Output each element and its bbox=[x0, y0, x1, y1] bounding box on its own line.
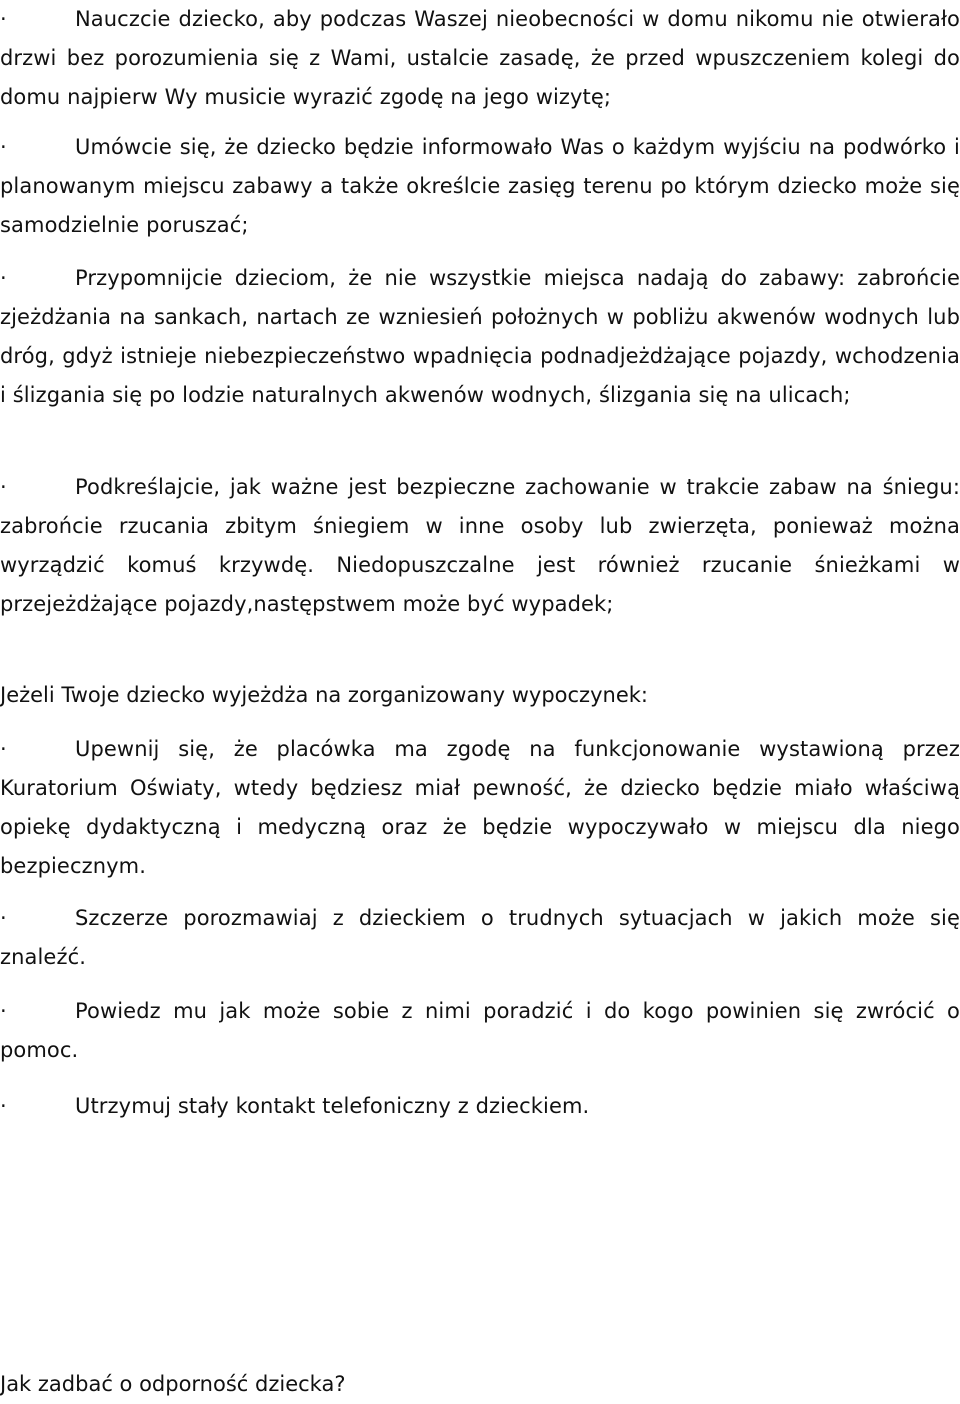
safety-rule-play-places bbox=[0, 259, 960, 415]
camp-item-talk bbox=[0, 899, 960, 977]
camp-item-license bbox=[0, 730, 960, 886]
rule-text: Przypomnijcie dzieciom, że nie wszystkie miejsca nadają do zabawy: zabrońcie zjeżdżania na sankach, nartach ze wzniesień położnych w pobliżu akwenów wodnych lub dróg, gdyż istnieje niebezpieczeństwo wpadnięcia podnadjeżdżające pojazdy, wchodzenia i ślizgania się po lodzie naturalnych akwenów wodnych, ślizgania się na ulicach; bbox=[0, 266, 960, 407]
bullet-point: · bbox=[0, 737, 7, 761]
bullet-point: · bbox=[0, 1094, 7, 1118]
camp-item-text: Utrzymuj stały kontakt telefoniczny z dzieckiem. bbox=[75, 1094, 590, 1118]
bullet-point: · bbox=[0, 475, 7, 499]
section-heading-immunity: Jak zadbać o odporność dziecka? bbox=[0, 1372, 346, 1396]
camp-item-text: Powiedz mu jak może sobie z nimi poradzić i do kogo powinien się zwrócić o pomoc. bbox=[0, 999, 960, 1062]
rule-text: Podkreślajcie, jak ważne jest bezpieczne zachowanie w trakcie zabaw na śniegu: zabrońcie rzucania zbitym śniegiem w inne osoby lub zwierzęta, ponieważ można wyrządzić komuś krzywdę. Niedopuszczalne jest również rzucanie śnieżkami w przejeżdżające pojazdy,następstwem może być wypadek; bbox=[0, 475, 960, 616]
rule-text: Umówcie się, że dziecko będzie informowało Was o każdym wyjściu na podwórko i planowanym miejscu zabawy a także określcie zasięg terenu po którym dziecko może się samodzielnie poruszać; bbox=[0, 135, 960, 237]
camp-item-text: Szczerze porozmawiaj z dzieckiem o trudnych sytuacjach w jakich może się znaleźć. bbox=[0, 906, 960, 969]
bullet-point: · bbox=[0, 266, 7, 290]
bullet-point: · bbox=[0, 906, 7, 930]
safety-rule-outings bbox=[0, 128, 960, 245]
rule-text: Nauczcie dziecko, aby podczas Waszej nieobecności w domu nikomu nie otwierało drzwi bez porozumienia się z Wami, ustalcie zasadę, że przed wpuszczeniem kolegi do domu najpierw Wy musicie wyrazić zgodę na jego wizytę; bbox=[0, 7, 960, 109]
bullet-point: · bbox=[0, 135, 7, 159]
camp-item-help bbox=[0, 992, 960, 1070]
bullet-point: · bbox=[0, 999, 7, 1023]
safety-rule-snow-play bbox=[0, 468, 960, 624]
safety-rule-door bbox=[0, 0, 960, 117]
camp-item-text: Upewnij się, że placówka ma zgodę na funkcjonowanie wystawioną przez Kuratorium Oświaty, wtedy będziesz miał pewność, że dziecko będzie miało właściwą opiekę dydaktyczną i medyczną oraz że będzie wypoczywało w miejscu dla niego bezpiecznym. bbox=[0, 737, 960, 878]
bullet-point: · bbox=[0, 7, 7, 31]
section-heading-camp: Jeżeli Twoje dziecko wyjeżdża na zorganizowany wypoczynek: bbox=[0, 683, 648, 707]
camp-item-contact bbox=[0, 1087, 960, 1126]
